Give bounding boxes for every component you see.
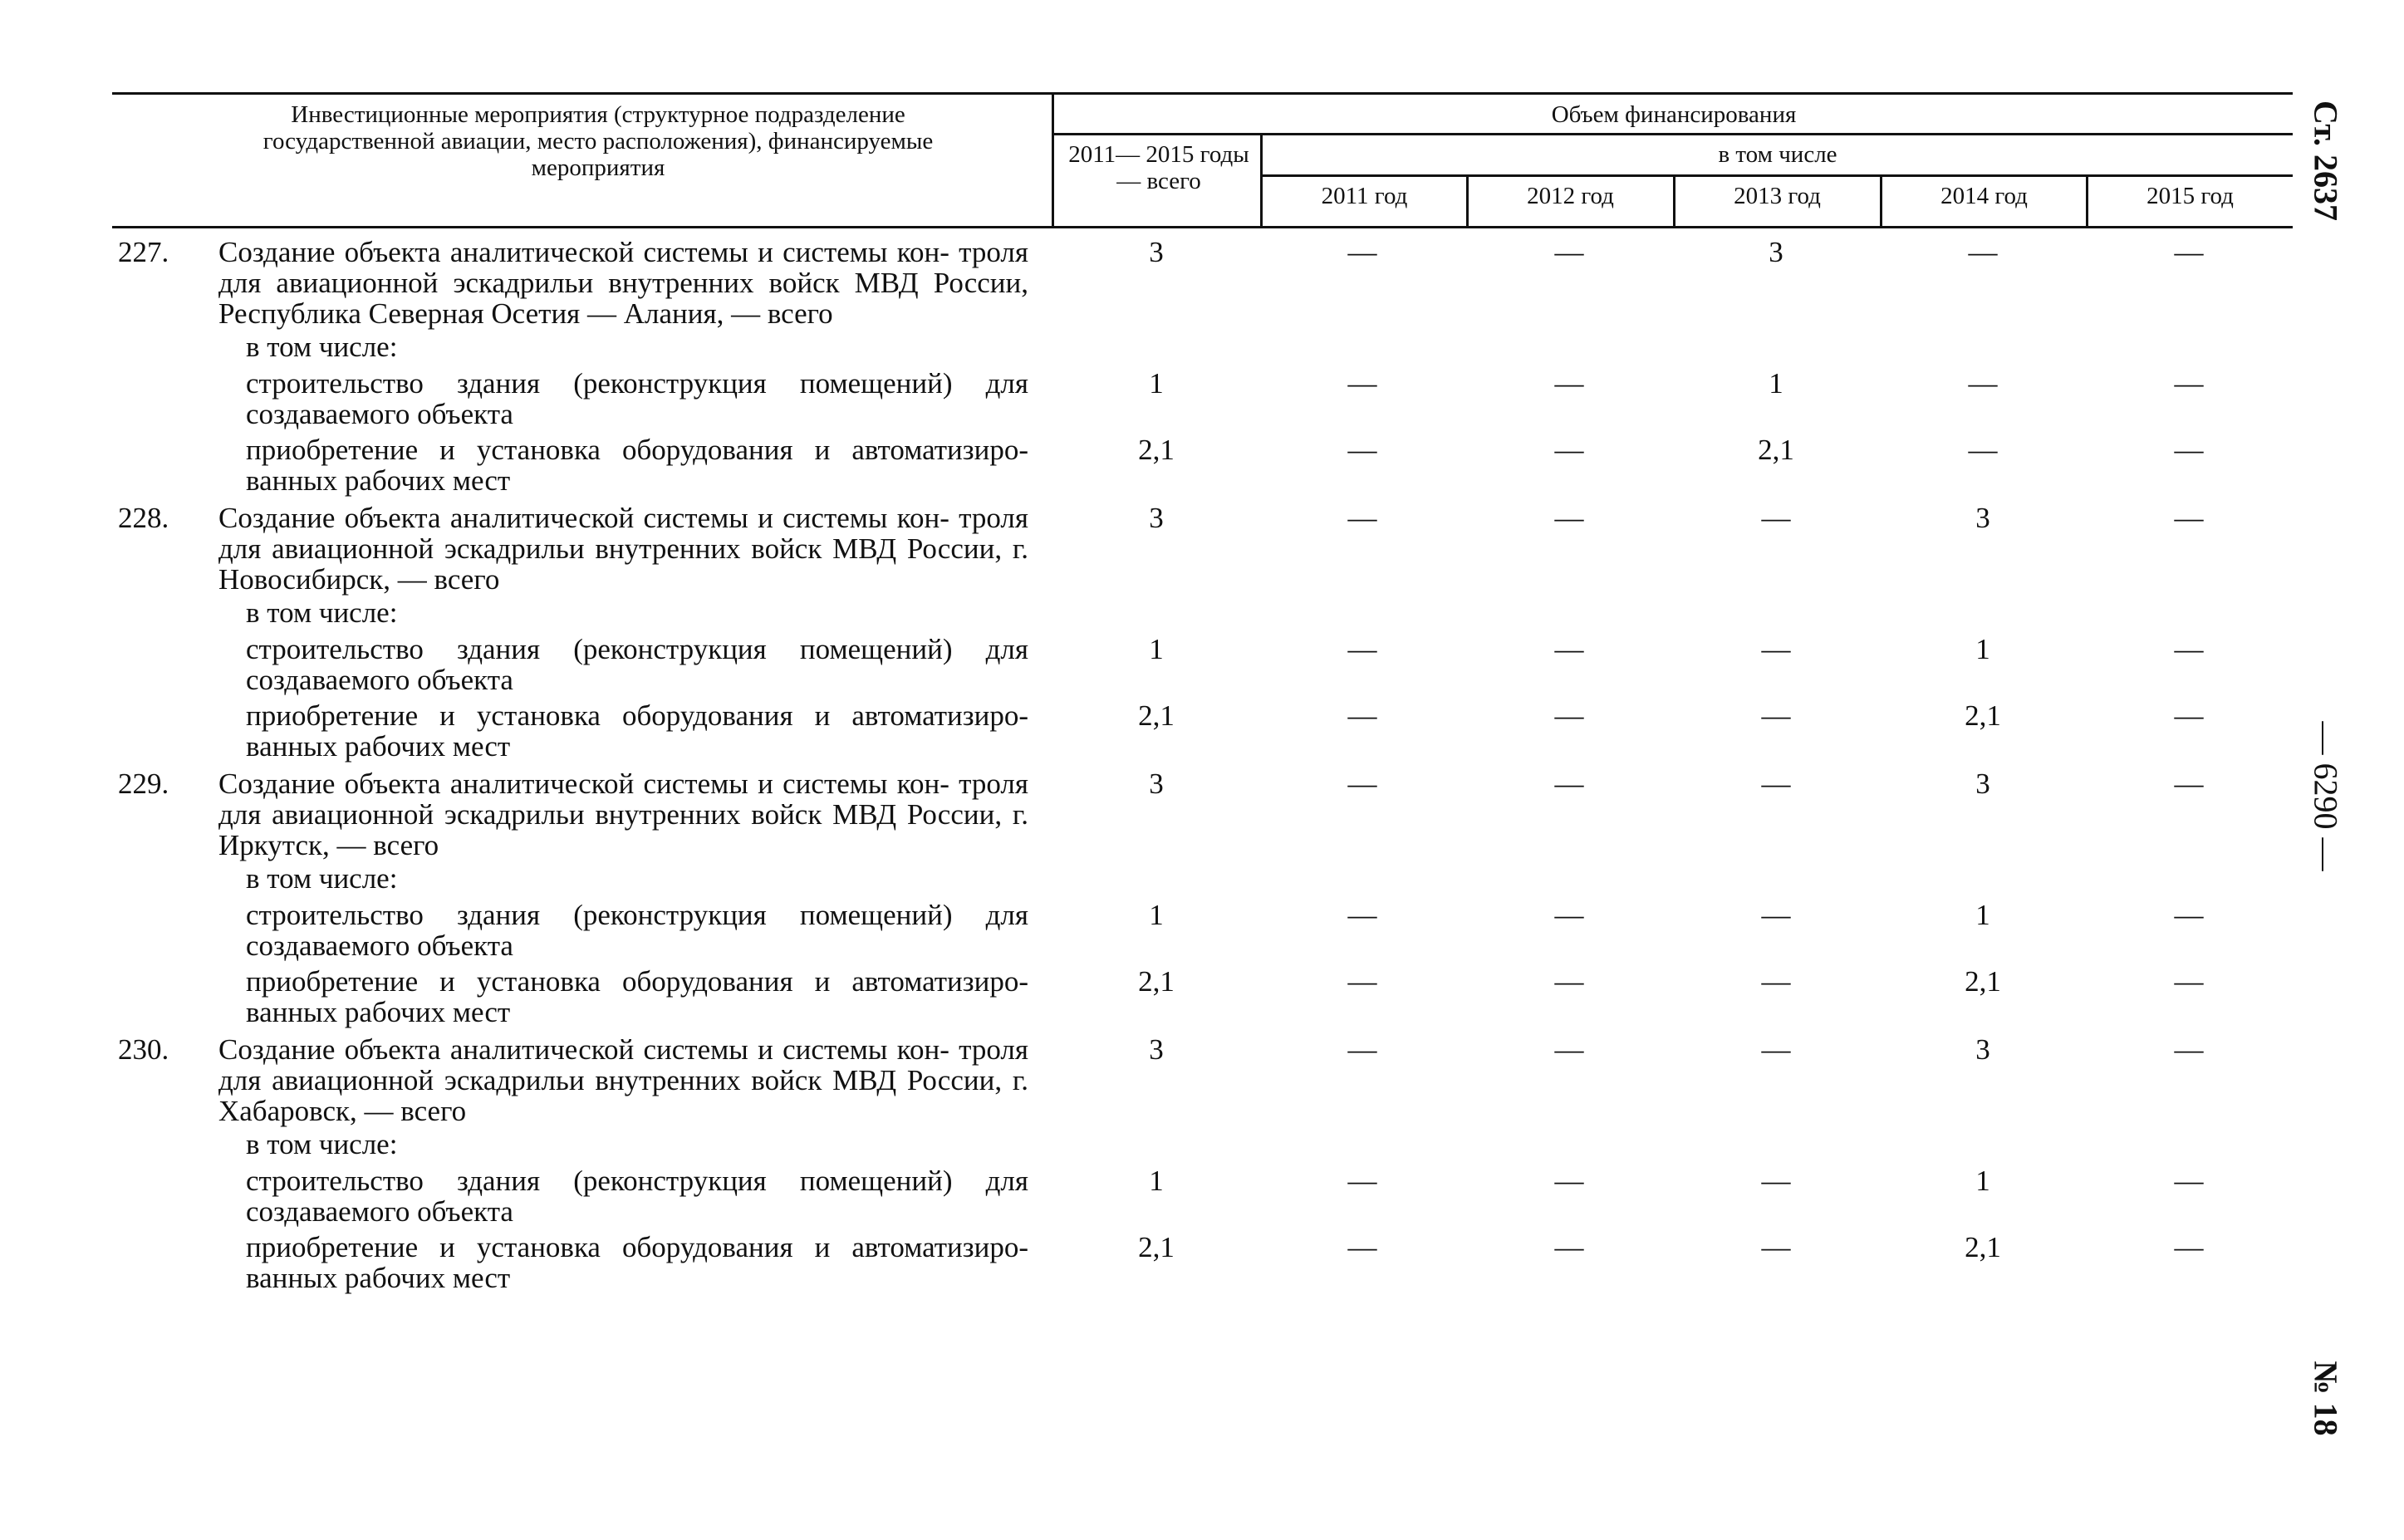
value-2014: —	[1968, 236, 1998, 268]
sub-equipment: приобретение и установка оборудования и автоматизиро- ванных рабочих мест	[246, 699, 1028, 763]
value-2012: —	[1554, 502, 1584, 534]
sub2-2012: —	[1554, 965, 1584, 998]
sub-equipment: приобретение и установка оборудования и автоматизиро- ванных рабочих мест	[246, 434, 1028, 497]
value-2011: —	[1347, 502, 1377, 534]
header-including: в том числе	[1718, 141, 1837, 168]
header-activities: Инвестиционные мероприятия (структурное подразделение государственной авиации, место расположения), финансируемые мероприятия	[262, 101, 934, 181]
value-2013: —	[1761, 1033, 1791, 1066]
value-2012: —	[1554, 236, 1584, 268]
sub1-total: 1	[1149, 633, 1164, 665]
sub2-2011: —	[1347, 434, 1377, 466]
value-2011: —	[1347, 236, 1377, 268]
sub1-2013: —	[1761, 633, 1791, 665]
value-2013: —	[1761, 768, 1791, 800]
value-2014: 3	[1975, 502, 1990, 534]
value-2015: —	[2174, 1033, 2204, 1066]
sub1-2013: —	[1761, 1165, 1791, 1197]
sub-construction: строительство здания (реконструкция помещений) для создаваемого объекта	[246, 1165, 1028, 1228]
sub1-2011: —	[1347, 633, 1377, 665]
sub1-2012: —	[1554, 899, 1584, 931]
sub2-2015: —	[2174, 1231, 2204, 1263]
row-title: Создание объекта аналитической системы и системы кон- троля для авиационной эскадрильи внутренних войск МВД России, г. Новосибирск, — всего	[218, 502, 1028, 596]
row-title: Создание объекта аналитической системы и системы кон- троля для авиационной эскадрильи внутренних войск МВД России, г. Хабаровск, — всего	[218, 1033, 1028, 1127]
value-total: 3	[1149, 1033, 1164, 1066]
header-year-2011: 2011 год	[1321, 183, 1408, 209]
sub1-total: 1	[1149, 1165, 1164, 1197]
sub2-2014: 2,1	[1965, 1231, 2001, 1263]
sub1-2015: —	[2174, 633, 2204, 665]
row-number: 228.	[118, 502, 169, 534]
sub1-2011: —	[1347, 1165, 1377, 1197]
sub2-2011: —	[1347, 965, 1377, 998]
sub2-total: 2,1	[1138, 1231, 1175, 1263]
sub2-2012: —	[1554, 699, 1584, 732]
header-funding: Объем финансирования	[1551, 101, 1797, 128]
sub1-2015: —	[2174, 1165, 2204, 1197]
sub1-2014: 1	[1975, 899, 1990, 931]
value-total: 3	[1149, 768, 1164, 800]
row-including: в том числе:	[246, 331, 398, 363]
sub2-2012: —	[1554, 1231, 1584, 1263]
sub2-total: 2,1	[1138, 965, 1175, 998]
sub-construction: строительство здания (реконструкция помещений) для создаваемого объекта	[246, 367, 1028, 430]
sub1-2012: —	[1554, 1165, 1584, 1197]
sub2-2014: 2,1	[1965, 965, 2001, 998]
header-year-2012: 2012 год	[1527, 183, 1614, 209]
header-top-rule	[112, 92, 2293, 95]
sub1-2013: —	[1761, 899, 1791, 931]
sub1-2012: —	[1554, 633, 1584, 665]
header-year-2014: 2014 год	[1940, 183, 2028, 209]
sub1-total: 1	[1149, 367, 1164, 400]
sub1-2013: 1	[1769, 367, 1783, 400]
sub2-2015: —	[2174, 699, 2204, 732]
sub2-2014: —	[1968, 434, 1998, 466]
row-number: 230.	[118, 1033, 169, 1066]
article-number: Ст. 2637	[2307, 101, 2345, 221]
value-2013: —	[1761, 502, 1791, 534]
sub2-2015: —	[2174, 434, 2204, 466]
page-number: — 6290 —	[2307, 721, 2345, 871]
row-including: в том числе:	[246, 1128, 398, 1160]
header-year-2013: 2013 год	[1734, 183, 1821, 209]
sub2-2013: —	[1761, 965, 1791, 998]
sub1-total: 1	[1149, 899, 1164, 931]
sub1-2015: —	[2174, 899, 2204, 931]
issue-number: № 18	[2307, 1361, 2345, 1436]
sub2-2015: —	[2174, 965, 2204, 998]
sub2-2013: 2,1	[1758, 434, 1794, 466]
sub-construction: строительство здания (реконструкция помещений) для создаваемого объекта	[246, 899, 1028, 962]
value-2015: —	[2174, 768, 2204, 800]
header-funding-rule	[1052, 133, 2293, 135]
value-2014: 3	[1975, 768, 1990, 800]
sub2-2013: —	[1761, 1231, 1791, 1263]
header-total: 2011— 2015 годы — всего	[1068, 141, 1249, 194]
value-2015: —	[2174, 502, 2204, 534]
sub2-2012: —	[1554, 434, 1584, 466]
sub1-2011: —	[1347, 899, 1377, 931]
value-2014: 3	[1975, 1033, 1990, 1066]
sub-equipment: приобретение и установка оборудования и автоматизиро- ванных рабочих мест	[246, 965, 1028, 1028]
header-bottom-rule	[112, 226, 2293, 228]
sub2-total: 2,1	[1138, 434, 1175, 466]
value-2012: —	[1554, 1033, 1584, 1066]
value-2013: 3	[1769, 236, 1783, 268]
sub-equipment: приобретение и установка оборудования и автоматизиро- ванных рабочих мест	[246, 1231, 1028, 1294]
value-2015: —	[2174, 236, 2204, 268]
row-including: в том числе:	[246, 596, 398, 629]
sub2-2011: —	[1347, 1231, 1377, 1263]
row-number: 227.	[118, 236, 169, 268]
sub2-2013: —	[1761, 699, 1791, 732]
sub2-2014: 2,1	[1965, 699, 2001, 732]
value-total: 3	[1149, 502, 1164, 534]
sub2-2011: —	[1347, 699, 1377, 732]
row-title: Создание объекта аналитической системы и системы кон- троля для авиационной эскадрильи внутренних войск МВД России, г. Иркутск, — всего	[218, 768, 1028, 861]
sub1-2012: —	[1554, 367, 1584, 400]
value-2012: —	[1554, 768, 1584, 800]
header-including-rule	[1260, 174, 2293, 177]
value-total: 3	[1149, 236, 1164, 268]
sub1-2014: —	[1968, 367, 1998, 400]
value-2011: —	[1347, 1033, 1377, 1066]
header-year-2015: 2015 год	[2146, 183, 2234, 209]
sub1-2014: 1	[1975, 633, 1990, 665]
sub2-total: 2,1	[1138, 699, 1175, 732]
row-title: Создание объекта аналитической системы и системы кон- троля для авиационной эскадрильи внутренних войск МВД России, Республика Северная Осетия — Алания, — всего	[218, 236, 1028, 330]
header-divider-main	[1052, 92, 1054, 226]
row-number: 229.	[118, 768, 169, 800]
row-including: в том числе:	[246, 862, 398, 895]
sub-construction: строительство здания (реконструкция помещений) для создаваемого объекта	[246, 633, 1028, 696]
sub1-2011: —	[1347, 367, 1377, 400]
sub1-2015: —	[2174, 367, 2204, 400]
value-2011: —	[1347, 768, 1377, 800]
sub1-2014: 1	[1975, 1165, 1990, 1197]
